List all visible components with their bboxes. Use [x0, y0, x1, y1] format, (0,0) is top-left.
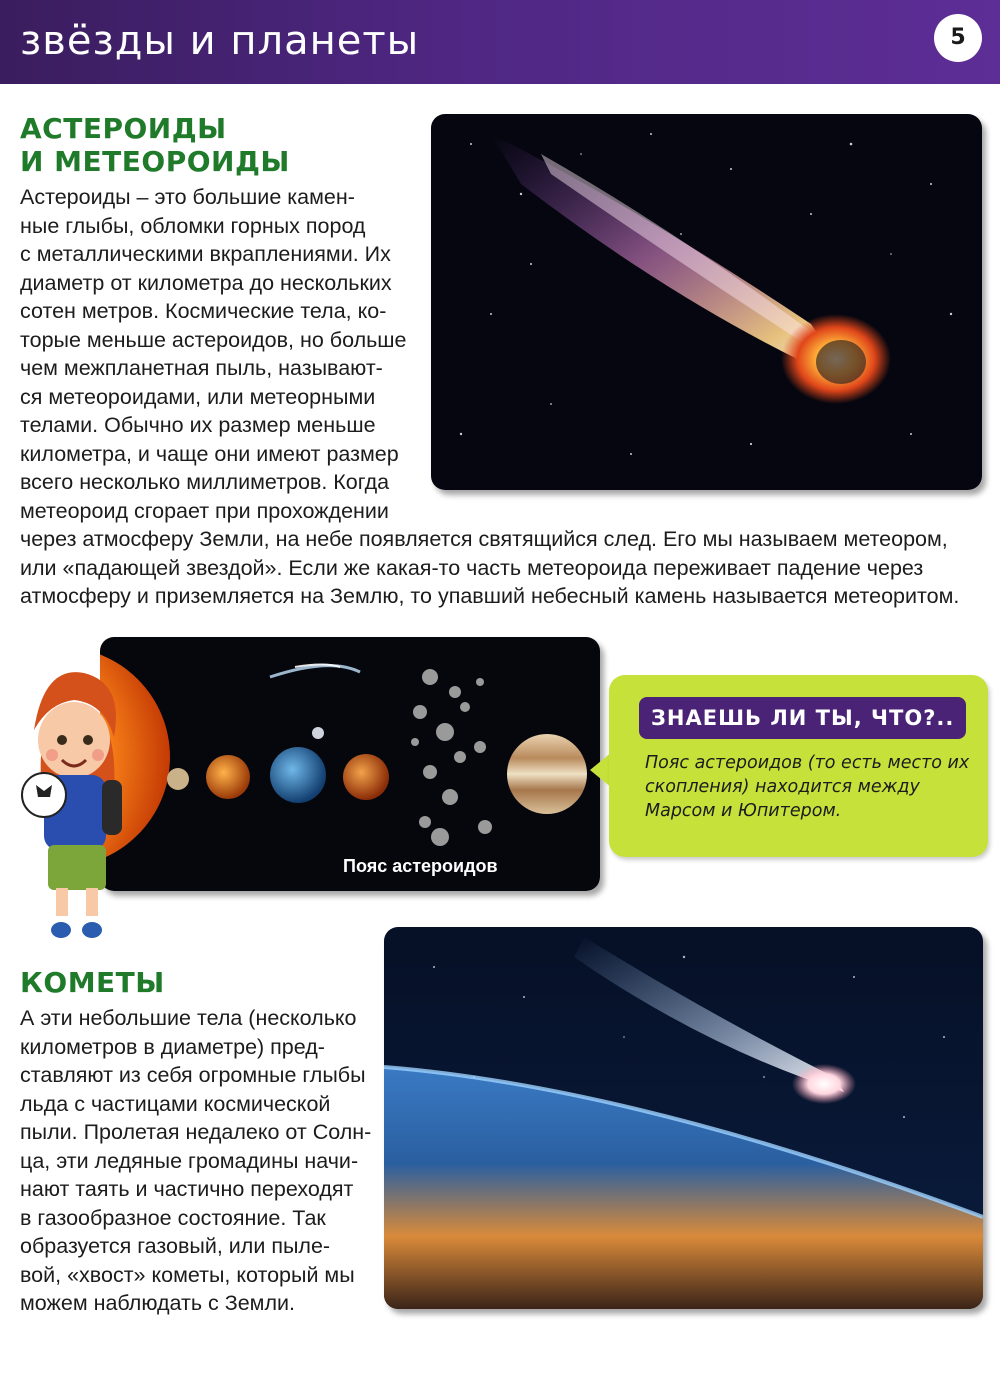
text-line: ся метеороидами, или метеорными [20, 384, 376, 409]
text-line: или «падающей звездой». Если же какая-то часть метеороида переживает падение через [20, 555, 924, 580]
text-line: телами. Обычно их размер меньше [20, 413, 376, 437]
boy-illustration [14, 645, 134, 945]
text-line: ные глыбы, обломки горных пород [20, 213, 366, 238]
comet-photo [384, 927, 983, 1309]
asteroids-heading [20, 112, 290, 178]
solar-system-caption: Пояс астероидов [343, 856, 498, 876]
text-line: в газообразное состояние. Так [20, 1205, 326, 1230]
text-line: диаметр от километра до нескольких [20, 270, 392, 295]
text-line: льда с частицами космической [20, 1091, 331, 1116]
text-line: ца, эти ледяные громадины начи- [20, 1148, 359, 1173]
text-line: торые меньше астероидов, но больше [20, 327, 407, 352]
text-line: вой, «хвост» кометы, который мы [20, 1262, 355, 1287]
text-line: километра, и чаще они имеют размер [20, 441, 399, 466]
text-line: можем наблюдать с Земли. [20, 1291, 295, 1315]
text-line: пыли. Пролетая недалеко от Солн- [20, 1120, 372, 1144]
text-line: нают таять и частично переходят [20, 1177, 354, 1201]
comets-heading: КОМЕТЫ [20, 966, 165, 999]
meteor-photo [431, 114, 982, 490]
section-title: звёзды и планеты [20, 18, 420, 64]
text-line: образуется газовый, или пыле- [20, 1234, 331, 1258]
text-line: через атмосферу Земли, на небе появляется святящийся след. Его мы называем метеором, [20, 527, 948, 551]
text-line: всего несколько миллиметров. Когда [20, 470, 390, 494]
fact-title: ЗНАЕШЬ ЛИ ТЫ, ЧТО?.. [639, 697, 966, 739]
text-line: чем межпланетная пыль, называют- [20, 356, 383, 380]
text-line: Астероиды – это большие камен- [20, 185, 355, 209]
solar-system-image [100, 637, 600, 891]
page-number: 5 [934, 14, 982, 62]
text-line: километров в диаметре) пред- [20, 1034, 325, 1059]
text-line: с металлическими вкраплениями. Их [20, 242, 391, 266]
fact-text: Пояс астероидов (то есть место их скопления) находится между Марсом и Юпитером. [645, 753, 970, 821]
page-header [0, 0, 1000, 84]
text-line: сотен метров. Космические тела, ко- [20, 299, 387, 323]
comets-paragraph [20, 1004, 371, 1318]
text-line: атмосферу и приземляется на Землю, то упавший небесный камень называется метеоритом. [20, 584, 960, 608]
text-line: А эти небольшие тела (несколько [20, 1006, 357, 1030]
text-line: ставляют из себя огромные глыбы [20, 1063, 366, 1087]
asteroids-heading-line1: АСТЕРОИДЫ [20, 112, 227, 145]
asteroids-heading-line2: И МЕТЕОРОИДЫ [20, 145, 290, 178]
text-line: метеороид сгорает при прохождении [20, 498, 389, 523]
fact-box [609, 675, 988, 857]
